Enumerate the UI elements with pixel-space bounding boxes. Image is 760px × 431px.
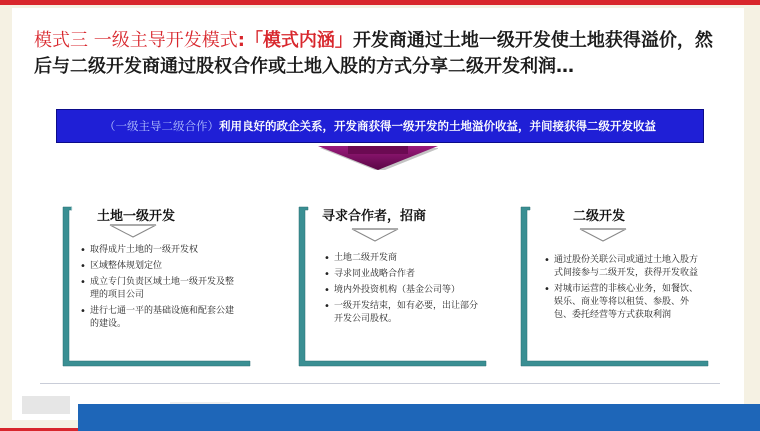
list-item: • 对城市运营的非核心业务，如餐饮、娱乐、商业等将以租赁、参股、外包、委托经营等方式获取利润	[542, 283, 700, 322]
banner-text: 利用良好的政企关系，开发商获得一级开发的土地溢价收益，并间接获得二级开发收益	[219, 119, 656, 133]
footer-divider	[40, 383, 720, 384]
list-item: • 成立专门负责区域土地一级开发及整理的项目公司	[78, 276, 236, 302]
column-3-bullets	[542, 254, 700, 325]
banner-lead: （一级主导二级合作）	[104, 119, 219, 133]
column-1-bullets	[78, 244, 236, 334]
column-2-title: 寻求合作者，招商	[322, 209, 427, 224]
down-arrow-icon	[318, 146, 438, 170]
list-item: • 通过股份关联公司或通过土地入股方式间接参与二级开发，获得开发收益	[542, 254, 700, 280]
summary-banner	[56, 109, 704, 143]
list-item: • 取得成片土地的一级开发权	[78, 244, 236, 257]
chevron-down-icon	[108, 224, 158, 238]
slide-title	[34, 28, 714, 80]
footer-logo-placeholder	[22, 396, 70, 414]
title-prefix: 模式三 一级主导开发模式	[34, 30, 238, 51]
list-item: • 进行七通一平的基础设施和配套公建的建设。	[78, 305, 236, 331]
chevron-down-icon	[578, 228, 628, 242]
chevron-down-icon	[350, 228, 400, 242]
title-colon: :	[237, 30, 245, 51]
list-item: • 一级开发结束，如有必要，出让部分开发公司股权。	[322, 300, 482, 326]
title-highlight: 「模式内涵」	[244, 30, 353, 51]
column-1-title: 土地一级开发	[97, 209, 176, 224]
column-2-bullets	[322, 252, 482, 329]
list-item: • 土地二级开发商	[322, 252, 482, 265]
list-item: • 境内外投资机构（基金公司等）	[322, 284, 482, 297]
footer-blue-bar	[78, 404, 760, 431]
list-item: • 区域整体规划定位	[78, 260, 236, 273]
column-3-title: 二级开发	[573, 209, 626, 224]
top-accent-bar	[0, 0, 760, 5]
title-body: 开发商通过土地一级开发使土地获得溢价，然后与二级开发商通过股权合作或土地入股的方式分享二级开发利润…	[34, 30, 713, 77]
list-item: • 寻求同业战略合作者	[322, 268, 482, 281]
